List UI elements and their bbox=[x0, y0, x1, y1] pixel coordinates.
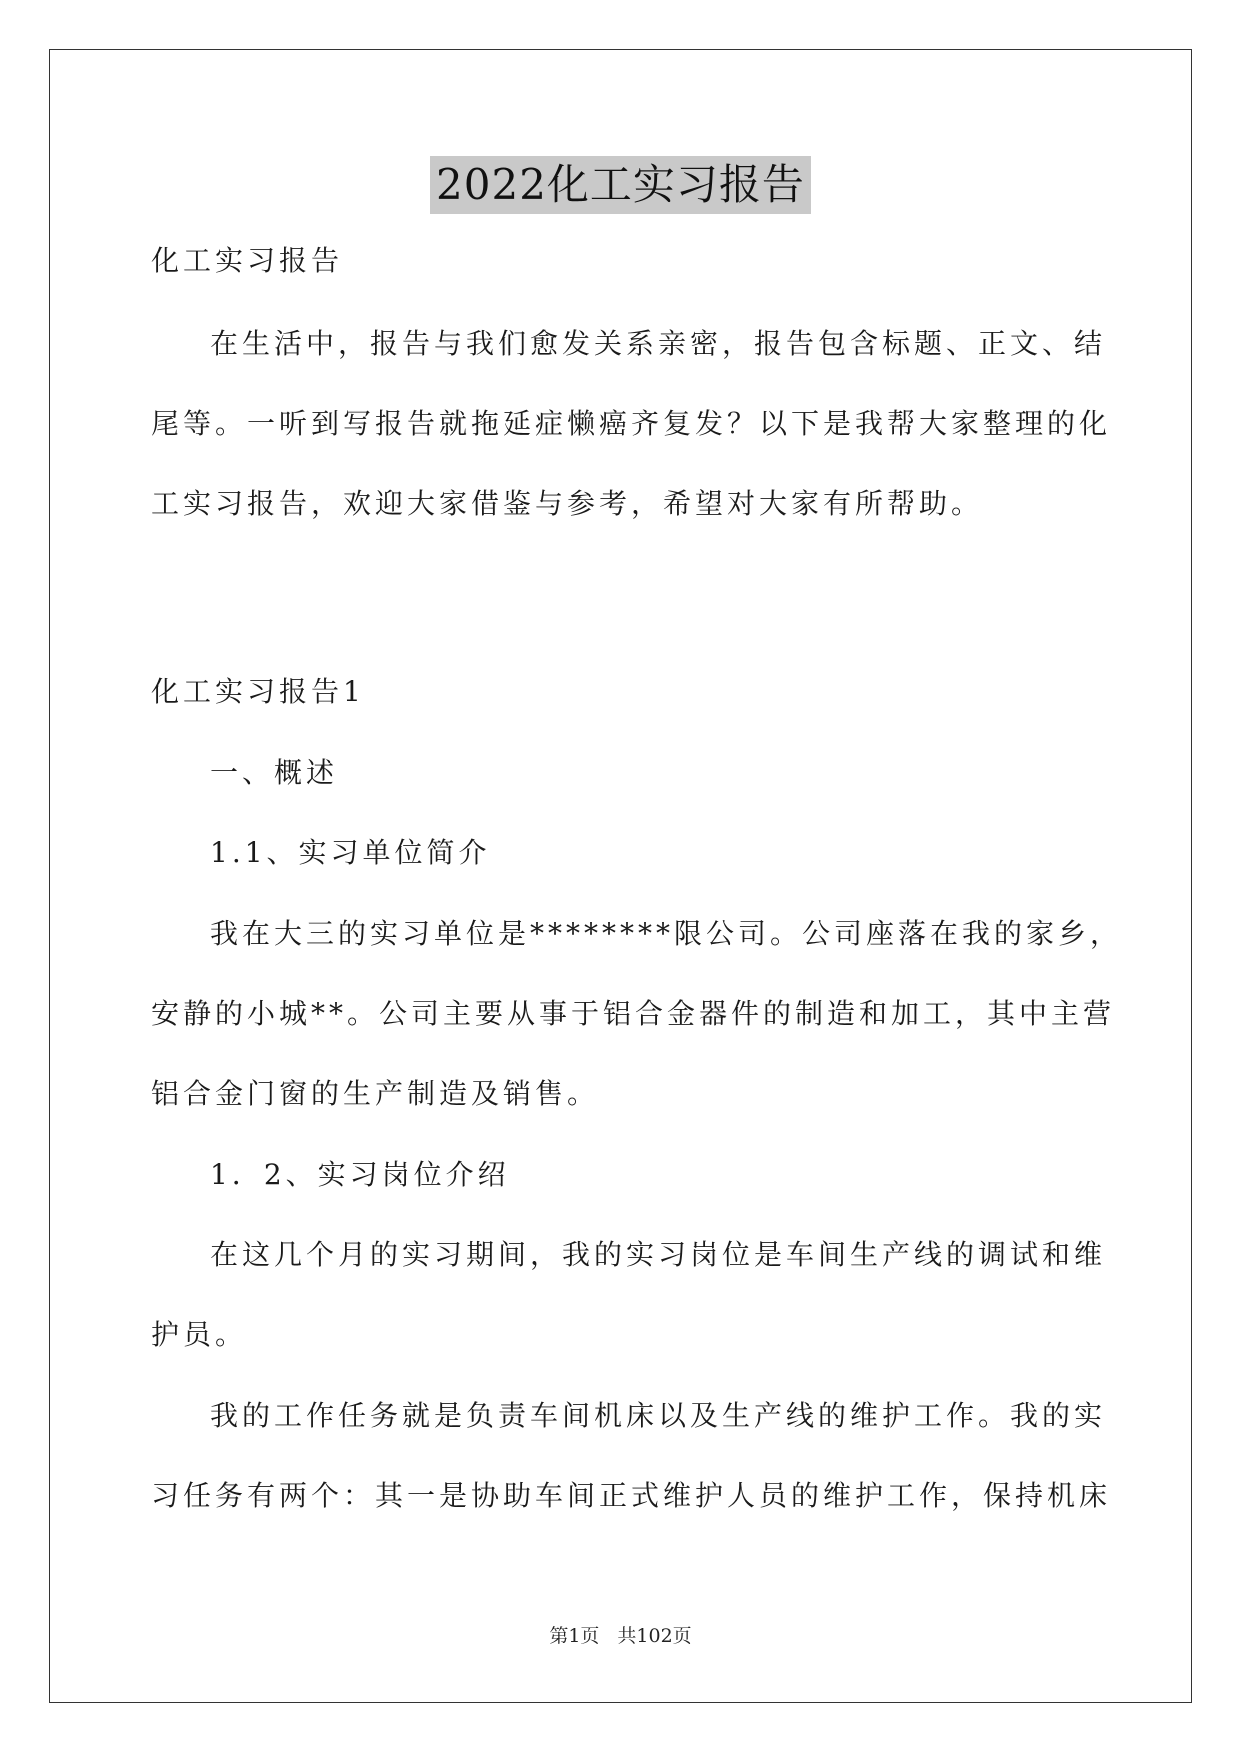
paragraph-line bbox=[0, 1315, 1241, 1355]
text-line: 1.1、实习单位简介 bbox=[210, 836, 491, 869]
text-line: 习任务有两个：其一是协助车间正式维护人员的维护工作，保持机床 bbox=[151, 1479, 1112, 1512]
text-line: 1．2、实习岗位介绍 bbox=[210, 1158, 510, 1191]
paragraph-line bbox=[0, 1396, 1241, 1436]
paragraph-line bbox=[0, 324, 1241, 364]
text-line: 一、概述 bbox=[210, 756, 339, 789]
text-line: 工实习报告，欢迎大家借鉴与参考，希望对大家有所帮助。 bbox=[151, 487, 984, 520]
section-heading bbox=[0, 672, 1241, 712]
total-pages: 共102页 bbox=[617, 1625, 692, 1647]
text-line: 在生活中，报告与我们愈发关系亲密，报告包含标题、正文、结 bbox=[210, 327, 1107, 360]
text-line: 化工实习报告1 bbox=[151, 675, 365, 708]
document-title bbox=[0, 156, 1241, 214]
document-title-text: 2022化工实习报告 bbox=[430, 156, 811, 214]
text-line: 化工实习报告 bbox=[151, 244, 344, 277]
text-line: 我的工作任务就是负责车间机床以及生产线的维护工作。我的实 bbox=[210, 1399, 1107, 1432]
text-line: 护员。 bbox=[151, 1318, 248, 1351]
section-heading bbox=[0, 753, 1241, 793]
paragraph-line bbox=[0, 914, 1241, 954]
paragraph-line bbox=[0, 994, 1241, 1034]
paragraph-line bbox=[0, 1476, 1241, 1516]
paragraph-line bbox=[0, 484, 1241, 524]
paragraph-line bbox=[0, 1235, 1241, 1275]
text-line: 安静的小城**。公司主要从事于铝合金器件的制造和加工，其中主营 bbox=[151, 997, 1116, 1030]
section-heading bbox=[0, 1155, 1241, 1195]
section-heading bbox=[0, 833, 1241, 873]
text-line: 铝合金门窗的生产制造及销售。 bbox=[151, 1077, 600, 1110]
page-number: 第1页 bbox=[549, 1625, 600, 1647]
paragraph-line bbox=[0, 404, 1241, 444]
page-border bbox=[49, 49, 1192, 1703]
paragraph-line bbox=[0, 1074, 1241, 1114]
text-line: 尾等。一听到写报告就拖延症懒癌齐复发？以下是我帮大家整理的化 bbox=[151, 407, 1112, 440]
subtitle-line bbox=[0, 241, 1241, 281]
text-line: 我在大三的实习单位是********限公司。公司座落在我的家乡， bbox=[210, 917, 1123, 950]
page-footer bbox=[0, 1624, 1241, 1648]
text-line: 在这几个月的实习期间，我的实习岗位是车间生产线的调试和维 bbox=[210, 1238, 1107, 1271]
